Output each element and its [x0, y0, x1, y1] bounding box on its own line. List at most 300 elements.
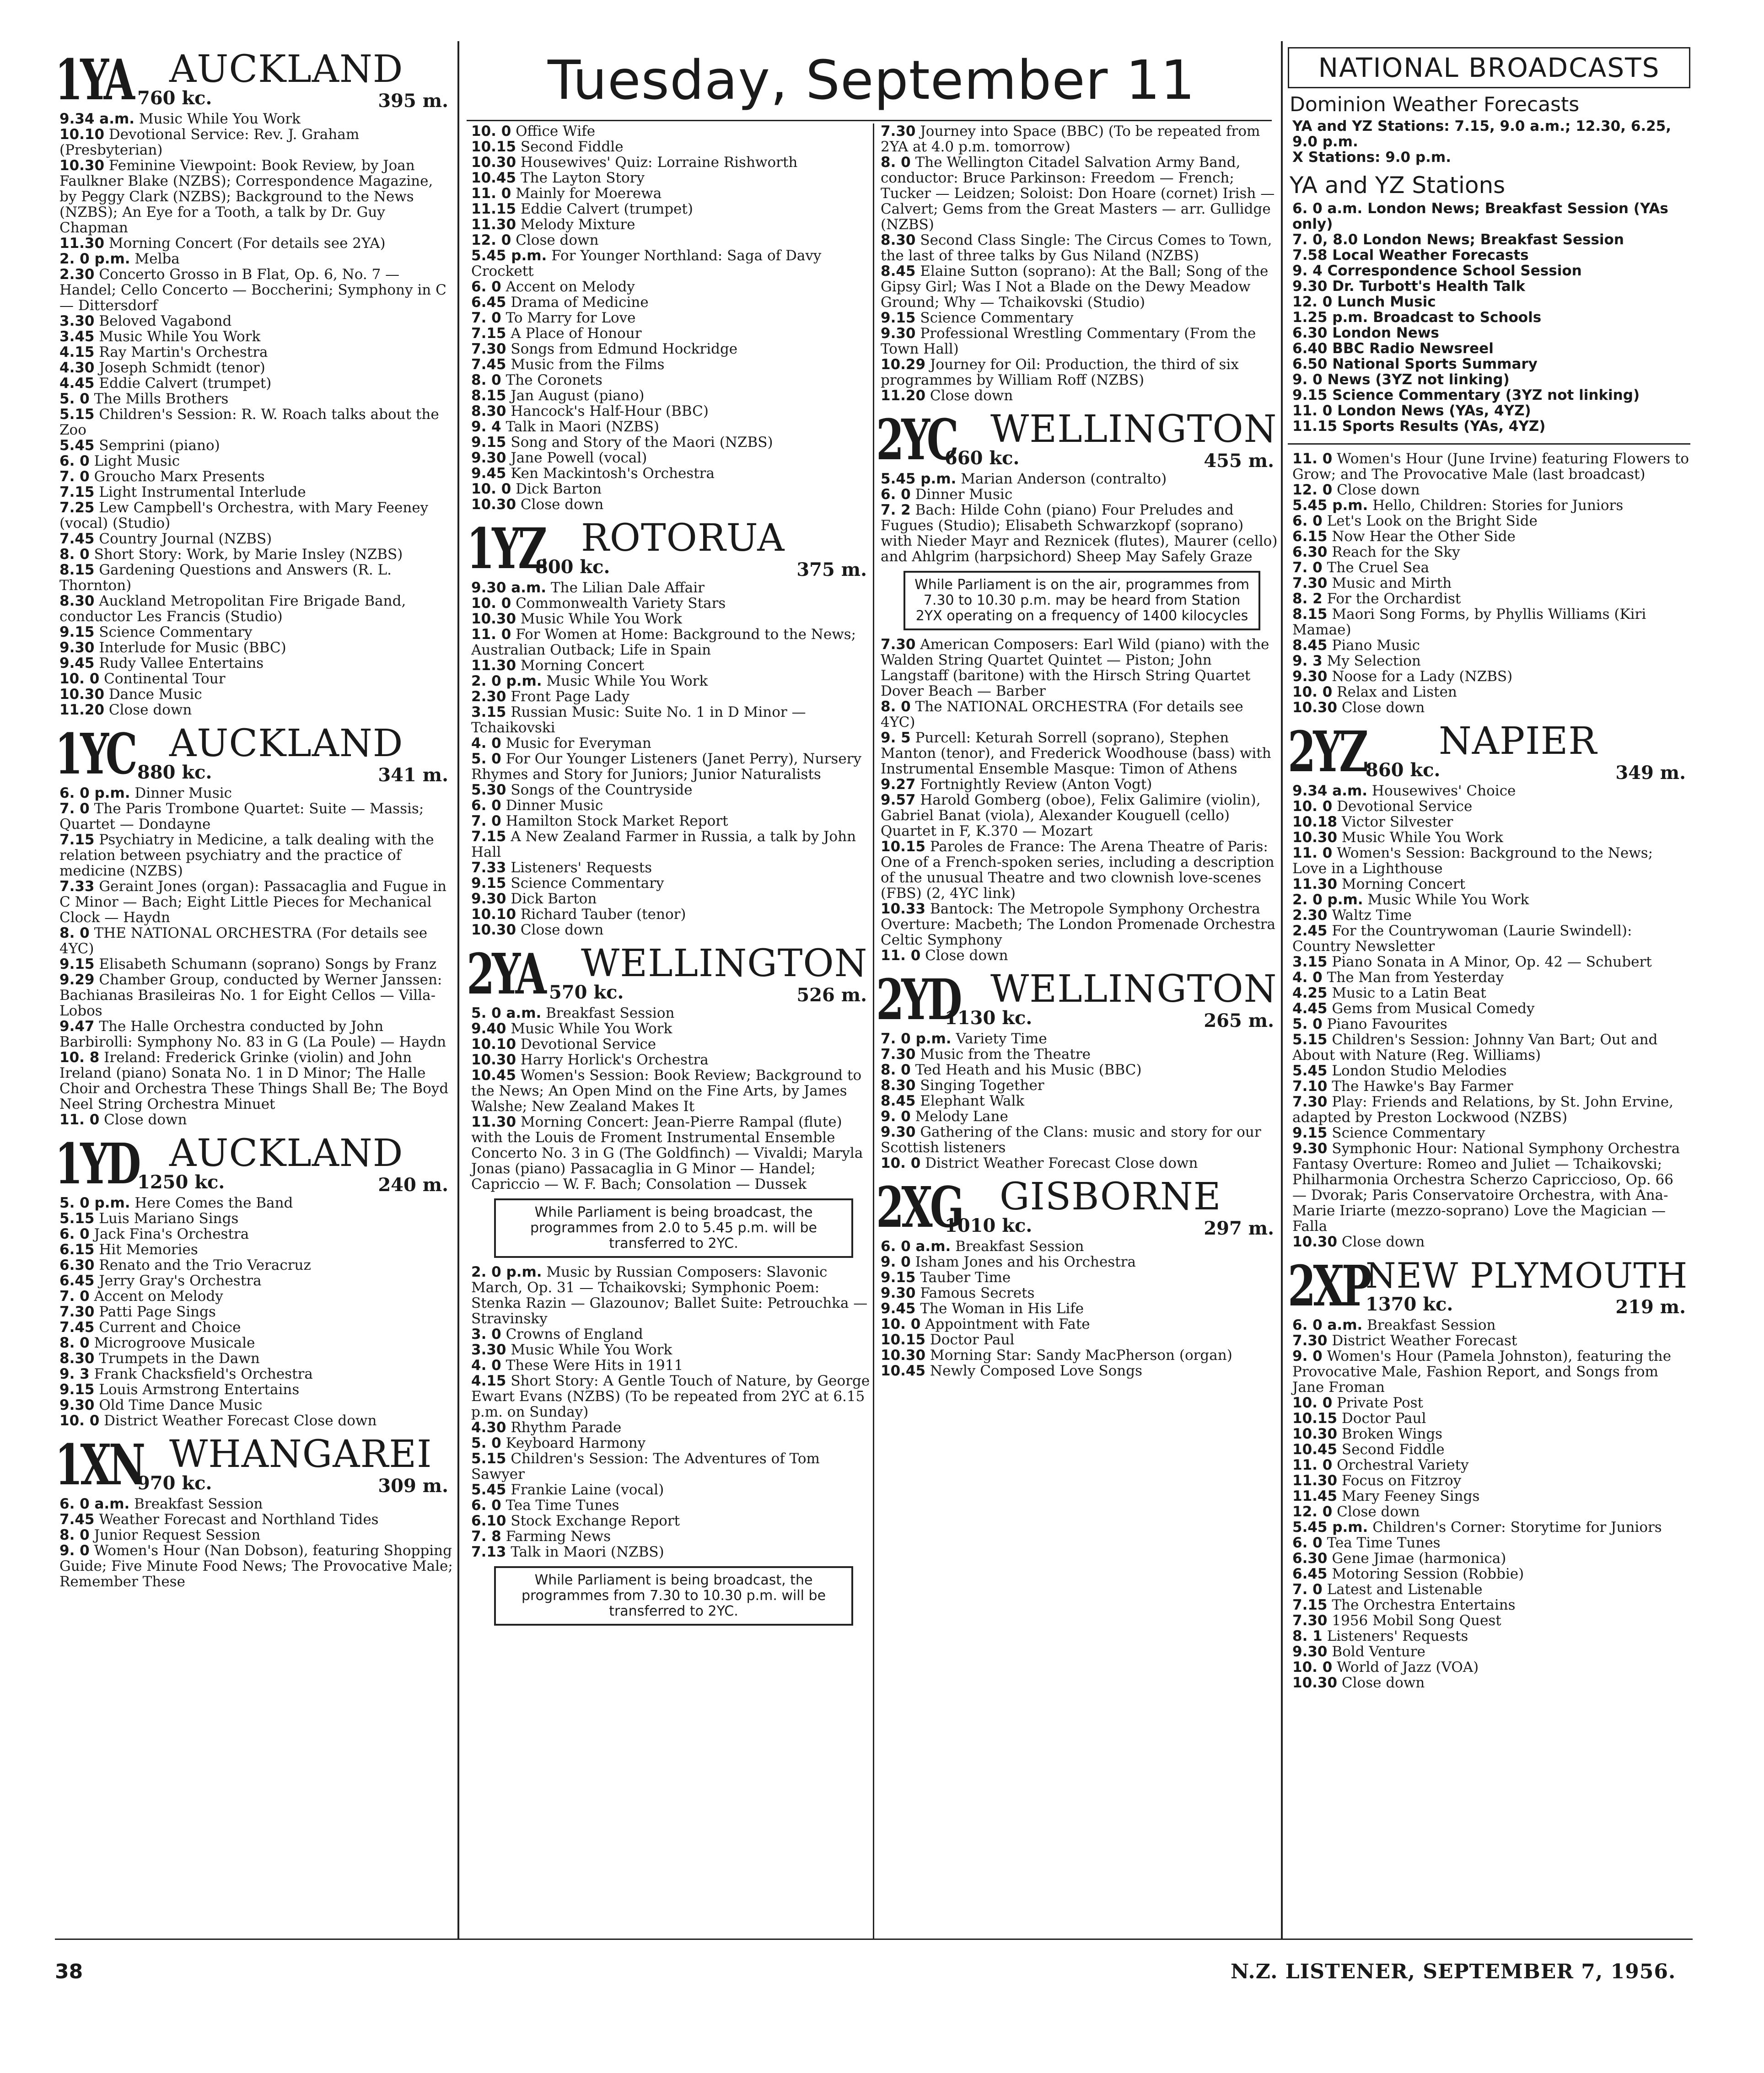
programme-title: Listeners' Requests — [1327, 1628, 1468, 1644]
programme-title: Rhythm Parade — [511, 1419, 622, 1436]
programme-entry — [1288, 1125, 1690, 1141]
programme-entry — [467, 326, 871, 341]
programme-entry — [467, 1435, 871, 1451]
programme-entry — [1288, 845, 1690, 876]
programme-entry — [1288, 529, 1690, 544]
programme-entry — [55, 687, 453, 702]
programme-entry — [1288, 1016, 1690, 1032]
programme-entry — [1288, 451, 1690, 482]
programme-time: 5. 0 a.m. — [471, 1005, 542, 1021]
programme-entry — [55, 158, 453, 236]
programme-entry — [467, 689, 871, 704]
programme-time: 7.45 — [471, 356, 506, 373]
programme-time: 8. 1 — [1292, 1628, 1323, 1644]
programme-entry — [55, 453, 453, 469]
programme-time: 2. 0 p.m. — [471, 1264, 542, 1280]
frequency: 970 kc. — [137, 1472, 212, 1494]
programme-entry — [55, 1543, 453, 1590]
programme-title: Dr. Turbott's Health Talk — [1332, 278, 1525, 295]
programme-time: 9.30 — [881, 1124, 916, 1140]
programme-entry — [1288, 1457, 1690, 1473]
column-rule-1 — [457, 41, 459, 1939]
programme-entry — [1288, 1001, 1690, 1016]
programme-title: Focus on Fitzroy — [1341, 1472, 1462, 1489]
programme-entry — [55, 832, 453, 879]
programme-time: 1.25 p.m. — [1292, 309, 1368, 326]
programme-time: 2. 0 p.m. — [59, 251, 130, 267]
programme-title: Orchestral Variety — [1337, 1457, 1469, 1473]
programme-title: Ray Martin's Orchestra — [99, 344, 268, 360]
yz-extra-schedule — [1288, 451, 1690, 715]
programme-time: 7.10 — [1292, 1078, 1328, 1095]
programme-title: Feminine Viewpoint: Book Review, by Joan Faulkner Blake (NZBS); Correspondence Magazine, by Peggy Clark (NZBS); Background to the News (NZBS); An Eye for a Tooth, a talk by Dr. Guy Chapman — [59, 157, 433, 236]
programme-title: Newly Composed Love Songs — [930, 1363, 1143, 1379]
programme-entry — [55, 329, 453, 344]
schedule-2xg — [876, 1239, 1279, 1379]
programme-entry — [876, 1363, 1279, 1379]
programme-title: Eddie Calvert (trumpet) — [520, 201, 693, 217]
programme-title: Renato and the Trio Veracruz — [99, 1257, 311, 1273]
mid-column-rule — [873, 124, 874, 1939]
programme-time: 5.15 — [59, 1210, 95, 1227]
wavelength: 375 m. — [796, 559, 867, 580]
programme-time: 10.15 — [881, 1332, 926, 1348]
programme-title: Play: Friends and Relations, by St. John Ervine, adapted by Preston Lockwood (NZBS) — [1292, 1094, 1673, 1126]
parliament-notice-2yc: While Parliament is on the air, programmes from 7.30 to 10.30 p.m. may be heard from Station 2YX operating on a frequency of 1400 kilocycles — [904, 571, 1260, 630]
programme-time: 6. 0 — [59, 453, 90, 469]
programme-time: 9.15 — [1292, 387, 1328, 403]
programme-title: Song and Story of the Maori (NZBS) — [511, 434, 773, 451]
programme-title: Harold Gomberg (oboe), Felix Galimire (violin), Gabriel Banat (viola), Alexander Kouguell (cello) Quartet in F, K.370 — Mozart — [881, 792, 1261, 839]
programme-title: Music by Russian Composers: Slavonic March, Op. 31 — Tchaikovski; Symphonic Poem: Stenka Razin — Glazounov; Ballet Suite: Petrouchka — Stravinsky — [471, 1264, 868, 1327]
programme-time: 6.10 — [471, 1513, 506, 1529]
programme-entry — [1288, 684, 1690, 700]
programme-time: 9.30 — [1292, 668, 1328, 685]
programme-entry — [55, 1112, 453, 1128]
city-name: ROTORUA — [581, 516, 785, 560]
programme-entry — [55, 1496, 453, 1512]
programme-entry — [1288, 1079, 1690, 1094]
programme-time: 11. 0 — [59, 1112, 100, 1128]
programme-entry — [1288, 923, 1690, 954]
programme-entry — [55, 593, 453, 624]
programme-title: Piano Favourites — [1327, 1016, 1447, 1032]
programme-time: 8.45 — [881, 263, 916, 279]
programme-time: 7.30 — [1292, 1612, 1328, 1629]
programme-entry — [55, 925, 453, 956]
programme-title: The Wellington Citadel Salvation Army Band, conductor: Bruce Parkinson: Freedom — French; Tucker — Leidzen; Soloist: Don Hoare (cornet) Irish — Calvert; Gems from the Great Masters — arr. Gullidge (NZBS) — [881, 154, 1275, 233]
programme-entry — [55, 484, 453, 500]
programme-time: 5.45 p.m. — [1292, 1519, 1368, 1536]
call-sign: 1YC — [55, 721, 135, 787]
programme-entry — [55, 879, 453, 925]
programme-time: 7.30 — [881, 124, 916, 140]
programme-title: Variety Time — [956, 1031, 1047, 1047]
column-4 — [1288, 43, 1690, 1928]
programme-time: 12. 0 — [1292, 482, 1333, 498]
programme-time: 6. 0 — [881, 486, 911, 503]
programme-entry — [55, 1242, 453, 1257]
programme-time: 5.15 — [1292, 1031, 1328, 1048]
programme-title: These Were Hits in 1911 — [506, 1357, 683, 1374]
programme-title: Tea Time Tunes — [1327, 1535, 1441, 1551]
programme-entry — [467, 295, 871, 310]
programme-title: Talk in Maori (NZBS) — [506, 419, 659, 435]
programme-title: Appointment with Fate — [925, 1316, 1090, 1332]
programme-entry — [876, 901, 1279, 948]
programme-title: Drama of Medicine — [511, 294, 649, 311]
programme-time: 10. 0 — [1292, 1395, 1333, 1411]
programme-entry — [1288, 1675, 1690, 1691]
programme-entry — [467, 310, 871, 326]
programme-entry — [1288, 1395, 1690, 1411]
programme-title: Patti Page Sings — [99, 1304, 216, 1320]
programme-title: Jack Fina's Orchestra — [94, 1226, 249, 1242]
programme-entry — [467, 1544, 871, 1560]
programme-entry — [467, 627, 871, 658]
ya-yz-heading: YA and YZ Stations — [1290, 172, 1506, 199]
programme-title: Symphonic Hour: National Symphony Orchestra Fantasy Overture: Romeo and Juliet — Tchaikovski; Philharmonia Orchestra Scherzo Capriccioso, Op. 66 — Dvorak; Paris Conservatoire Orchestra, with Ana-Marie Iriarte (mezzo-soprano) Love the Magician — Falla — [1292, 1140, 1680, 1235]
programme-entry — [467, 1114, 871, 1192]
programme-entry — [876, 777, 1279, 792]
programme-entry — [55, 1382, 453, 1397]
programme-entry — [876, 839, 1279, 901]
programme-time: 7.30 — [881, 1046, 916, 1063]
schedule-1yc — [55, 785, 453, 1128]
programme-time: 3. 0 — [471, 1326, 501, 1343]
programme-entry — [55, 344, 453, 360]
programme-title: Dance Music — [108, 686, 202, 703]
programme-entry — [1288, 247, 1690, 263]
programme-time: 9.34 a.m. — [59, 111, 135, 127]
programme-time: 7. 0 — [1292, 559, 1323, 576]
programme-title: Eddie Calvert (trumpet) — [99, 375, 272, 392]
column-1 — [55, 43, 453, 1928]
programme-entry — [55, 360, 453, 376]
station-header-1yc — [55, 721, 453, 785]
programme-title: Breakfast Session — [134, 1496, 263, 1512]
station-header-1ya — [55, 47, 453, 111]
programme-time: 10.33 — [881, 901, 926, 917]
programme-time: 10. 0 — [1292, 1659, 1333, 1676]
programme-time: 7.30 — [1292, 575, 1328, 591]
programme-time: 7.45 — [59, 1319, 95, 1336]
programme-title: Frank Chacksfield's Orchestra — [94, 1366, 313, 1382]
programme-time: 10.30 — [471, 611, 516, 627]
programme-title: Motoring Session (Robbie) — [1332, 1566, 1524, 1582]
programme-entry — [876, 310, 1279, 326]
programme-time: 10. 0 — [59, 1412, 100, 1429]
programme-title: Dick Barton — [511, 891, 597, 907]
programme-entry — [876, 730, 1279, 777]
programme-time: 10.30 — [59, 686, 105, 703]
programme-entry — [467, 1036, 871, 1052]
programme-time: 6.45 — [59, 1273, 95, 1289]
programme-time: 2. 0 p.m. — [471, 673, 542, 689]
programme-title: The Coronets — [506, 372, 602, 388]
programme-title: Doctor Paul — [1341, 1410, 1426, 1427]
station-header-2xp — [1288, 1253, 1690, 1317]
programme-time: 5. 0 p.m. — [59, 1195, 130, 1211]
programme-entry — [55, 1351, 453, 1366]
programme-title: The Lilian Dale Affair — [550, 580, 705, 596]
programme-time: 8.30 — [471, 403, 506, 419]
programme-title: National Sports Summary — [1332, 356, 1538, 372]
programme-time: 9.45 — [471, 465, 506, 482]
programme-entry — [55, 1527, 453, 1543]
programme-entry — [1288, 1094, 1690, 1125]
programme-title: The Woman in His Life — [920, 1300, 1084, 1317]
programme-title: Lunch Music — [1337, 294, 1436, 310]
programme-entry — [55, 469, 453, 484]
weather-heading: Dominion Weather Forecasts — [1290, 93, 1580, 116]
programme-title: Morning Concert — [1341, 876, 1466, 892]
programme-entry — [876, 1254, 1279, 1270]
programme-entry — [876, 487, 1279, 502]
programme-title: Music to a Latin Beat — [1332, 985, 1486, 1001]
programme-entry — [467, 155, 871, 170]
programme-title: Close down — [108, 702, 192, 718]
programme-title: Children's Session: The Adventures of Tom Sawyer — [471, 1450, 820, 1482]
city-name: NEW PLYMOUTH — [1366, 1255, 1688, 1296]
programme-time: 9.30 — [1292, 1140, 1328, 1157]
national-schedule — [1288, 201, 1690, 434]
programme-title: Dick Barton — [516, 481, 602, 497]
programme-entry — [467, 388, 871, 403]
programme-title: Maori Song Forms, by Phyllis Williams (Kiri Mamae) — [1292, 606, 1646, 638]
programme-title: Microgroove Musicale — [94, 1335, 255, 1351]
programme-entry — [467, 673, 871, 689]
programme-entry — [1288, 1535, 1690, 1551]
programme-entry — [467, 907, 871, 922]
station-header-1xn — [55, 1432, 453, 1496]
programme-title: Listeners' Requests — [511, 859, 652, 876]
programme-time: 7. 0, 8.0 — [1292, 231, 1358, 248]
programme-title: Lew Campbell's Orchestra, with Mary Feeney (vocal) (Studio) — [59, 499, 429, 532]
programme-title: Continental Tour — [104, 671, 226, 687]
programme-title: Women's Session: Book Review; Background to the News; An Open Mind on the Fine Arts, by James Walshe; New Zealand Makes It — [471, 1067, 862, 1115]
programme-time: 10.30 — [1292, 829, 1338, 846]
programme-title: The Layton Story — [520, 170, 645, 186]
programme-entry — [1288, 908, 1690, 923]
programme-title: The Paris Trombone Quartet: Suite — Massis; Quartet — Dondayne — [59, 800, 424, 832]
programme-time: 3.15 — [1292, 954, 1328, 970]
programme-time: 6. 0 p.m. — [59, 785, 130, 801]
programme-title: District Weather Forecast Close down — [925, 1155, 1198, 1171]
programme-entry — [467, 357, 871, 372]
programme-time: 10. 0 — [59, 671, 100, 687]
programme-title: Close down — [520, 922, 604, 938]
programme-entry — [467, 186, 871, 201]
programme-time: 8. 0 — [881, 698, 911, 715]
station-header-2yd — [876, 967, 1279, 1031]
programme-time: 2.30 — [1292, 907, 1328, 924]
schedule-2yz — [1288, 783, 1690, 1250]
programme-title: For the Countrywoman (Laurie Swindell): Country Newsletter — [1292, 923, 1632, 955]
programme-time: 9.15 — [471, 434, 506, 451]
schedule-2ya — [467, 1005, 871, 1192]
programme-title: Local Weather Forecasts — [1332, 247, 1529, 263]
programme-entry — [1288, 560, 1690, 575]
programme-time: 9. 0 — [1292, 371, 1323, 388]
programme-title: Music While You Work — [1367, 891, 1529, 908]
programme-time: 5. 0 — [59, 391, 90, 407]
programme-time: 8. 0 — [881, 154, 911, 171]
programme-time: 5.30 — [471, 782, 506, 798]
programme-title: Latest and Listenable — [1327, 1581, 1483, 1598]
programme-time: 10.30 — [471, 922, 516, 938]
programme-time: 6.50 — [1292, 356, 1328, 372]
programme-title: The Halle Orchestra conducted by John Barbirolli: Symphony No. 83 in G (La Poule) — Haydn — [59, 1018, 446, 1050]
programme-title: Beloved Vagabond — [99, 313, 232, 329]
programme-entry — [876, 1285, 1279, 1301]
programme-time: 8. 2 — [1292, 591, 1323, 607]
programme-entry — [467, 1498, 871, 1513]
programme-time: 6. 0 a.m. — [1292, 1317, 1363, 1333]
programme-title: Devotional Service: Rev. J. Graham (Presbyterian) — [59, 126, 360, 158]
programme-time: 12. 0 — [1292, 294, 1333, 310]
programme-time: 12. 0 — [1292, 1504, 1333, 1520]
programme-time: 6.30 — [59, 1257, 95, 1273]
programme-title: Music While You Work — [139, 111, 301, 127]
programme-time: 6. 0 — [471, 279, 501, 295]
programme-title: Women's Hour (June Irvine) featuring Flowers to Grow; and The Provocative Male (last broadcast) — [1292, 451, 1689, 483]
programme-title: Hello, Children: Stories for Juniors — [1372, 497, 1624, 514]
programme-entry — [55, 127, 453, 158]
programme-entry — [1288, 1551, 1690, 1566]
programme-entry — [876, 1155, 1279, 1171]
schedule-2xp — [1288, 1317, 1690, 1691]
programme-entry — [55, 785, 453, 801]
programme-time: 2. 0 p.m. — [1292, 891, 1363, 908]
programme-title: Jan August (piano) — [511, 387, 645, 404]
station-header-1yz — [467, 516, 871, 580]
programme-entry — [467, 435, 871, 450]
programme-time: 8.30 — [881, 232, 916, 248]
programme-entry — [467, 1068, 871, 1114]
programme-time: 10. 0 — [1292, 684, 1333, 700]
programme-entry — [467, 922, 871, 938]
programme-title: Piano Music — [1332, 637, 1420, 654]
schedule-2yc — [876, 471, 1279, 564]
programme-title: Close down — [1337, 482, 1420, 498]
station-header-2yz — [1288, 719, 1690, 783]
programme-title: Music from the Films — [511, 356, 665, 373]
programme-time: 8. 0 — [881, 1062, 911, 1078]
programme-title: Music While You Work — [546, 673, 708, 689]
programme-entry — [1288, 279, 1690, 294]
programme-time: 8. 0 — [471, 372, 501, 388]
programme-title: Close down — [1341, 1675, 1425, 1691]
programme-title: Gardening Questions and Answers (R. L. Thornton) — [59, 562, 392, 594]
frequency: 1130 kc. — [945, 1007, 1033, 1029]
programme-entry — [876, 232, 1279, 263]
programme-time: 3.30 — [59, 313, 95, 329]
programme-title: Melba — [134, 251, 180, 267]
programme-time: 10.15 — [1292, 1410, 1338, 1427]
programme-entry — [1288, 482, 1690, 498]
programme-time: 11. 0 — [1292, 845, 1333, 861]
programme-title: Science Commentary — [511, 875, 664, 891]
programme-title: The Man from Yesterday — [1327, 969, 1504, 986]
programme-time: 9.30 — [471, 450, 506, 466]
programme-time: 9.15 — [59, 1381, 95, 1398]
programme-time: 4.30 — [471, 1419, 506, 1436]
schedule-1yd — [55, 1195, 453, 1429]
programme-title: District Weather Forecast Close down — [104, 1412, 377, 1429]
frequency: 1250 kc. — [137, 1171, 225, 1193]
programme-title: World of Jazz (VOA) — [1337, 1659, 1479, 1676]
programme-entry — [55, 1050, 453, 1112]
programme-time: 8. 0 — [59, 1527, 90, 1543]
programme-title: Close down — [520, 496, 604, 513]
programme-entry — [1288, 970, 1690, 985]
programme-entry — [1288, 513, 1690, 529]
programme-title: Housewives' Choice — [1371, 783, 1516, 799]
programme-entry — [467, 1482, 871, 1498]
programme-title: Victor Silvester — [1341, 814, 1453, 830]
call-sign: 2YC — [876, 407, 956, 473]
programme-entry — [55, 1226, 453, 1242]
programme-entry — [467, 611, 871, 627]
programme-time: 9. 5 — [881, 730, 911, 746]
programme-time: 11. 0 — [1292, 1457, 1333, 1473]
programme-title: Keyboard Harmony — [506, 1435, 646, 1451]
programme-title: Singing Together — [920, 1077, 1044, 1094]
programme-entry — [55, 1273, 453, 1289]
programme-title: Morning Concert: Jean-Pierre Rampal (flute) with the Louis de Froment Instrumental Ensemble Concerto No. 3 in G (The Goldfinch) — Vivaldi; Maryla Jonas (piano) Passacaglia in G Minor — Handel; Capriccio — W. F. Bach; Consolation — Dussek — [471, 1114, 863, 1192]
programme-title: Ken Mackintosh's Orchestra — [511, 465, 715, 482]
frequency: 760 kc. — [137, 87, 212, 109]
programme-title: Music While You Work — [520, 611, 682, 627]
programme-title: Jerry Gray's Orchestra — [99, 1273, 262, 1289]
programme-entry — [55, 407, 453, 438]
programme-title: Tauber Time — [920, 1269, 1011, 1286]
programme-title: Light Instrumental Interlude — [99, 484, 306, 500]
programme-title: Here Comes the Band — [134, 1195, 293, 1211]
programme-time: 10. 0 — [1292, 798, 1333, 815]
programme-title: Chamber Group, conducted by Werner Janssen: Bachianas Brasileiras No. 1 for Eight Cellos — Villa-Lobos — [59, 972, 442, 1019]
programme-title: The Hawke's Bay Farmer — [1332, 1078, 1513, 1095]
programme-time: 10.29 — [881, 356, 926, 373]
programme-entry — [467, 481, 871, 497]
programme-entry — [1288, 232, 1690, 247]
programme-time: 6.15 — [59, 1241, 95, 1258]
programme-title: Broadcast to Schools — [1373, 309, 1542, 326]
page-number: 38 — [55, 1960, 83, 1983]
programme-title: Accent on Melody — [94, 1288, 223, 1305]
programme-time: 10.30 — [1292, 1426, 1338, 1442]
programme-time: 9.30 — [1292, 278, 1328, 295]
programme-entry — [55, 500, 453, 531]
programme-entry — [467, 1420, 871, 1435]
programme-entry — [467, 248, 871, 279]
programme-entry — [876, 1078, 1279, 1093]
programme-title: Auckland Metropolitan Fire Brigade Band, conductor Les Francis (Studio) — [59, 593, 406, 625]
programme-title: Bantock: The Metropole Symphony Orchestra Overture: Macbeth; The London Promenade Orchestra Celtic Symphony — [881, 901, 1276, 948]
programme-entry — [467, 704, 871, 736]
programme-time: 4. 0 — [471, 1357, 501, 1374]
programme-time: 6. 0 — [59, 1226, 90, 1242]
programme-time: 6. 0 a.m. — [1292, 200, 1363, 217]
programme-title: Semprini (piano) — [99, 437, 220, 454]
programme-time: 7.33 — [59, 878, 95, 895]
programme-time: 9.30 — [881, 1285, 916, 1301]
programme-time: 11.30 — [59, 235, 105, 252]
programme-entry — [1288, 700, 1690, 715]
programme-time: 10. 0 — [881, 1316, 921, 1332]
call-sign: 2XG — [876, 1174, 962, 1240]
